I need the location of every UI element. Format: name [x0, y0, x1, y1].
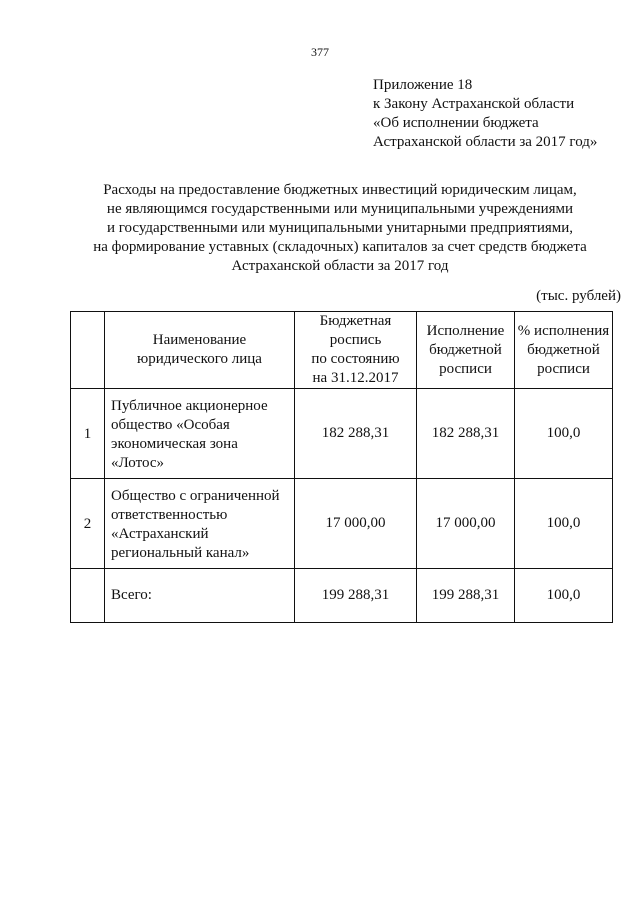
- name-line: Публичное акционерное: [111, 397, 268, 414]
- name-line: региональный канал»: [111, 544, 250, 561]
- total-label: Всего:: [105, 569, 295, 623]
- header-line: Бюджетная: [319, 313, 392, 329]
- header-line: юридического лица: [137, 351, 262, 367]
- header-line: роспись: [329, 332, 382, 348]
- header-line: Наименование: [152, 332, 247, 348]
- appendix-line: Астраханской области за 2017 год»: [373, 134, 598, 150]
- row-plan-value: 17 000,00: [295, 479, 417, 569]
- appendix-line: к Закону Астраханской области: [373, 96, 575, 112]
- units-label: (тыс. рублей): [536, 288, 621, 304]
- table-row: [71, 389, 613, 479]
- name-line: «Астраханский: [111, 525, 209, 542]
- row-execution-value: 17 000,00: [417, 479, 515, 569]
- name-line: ответственностью: [111, 506, 228, 523]
- appendix-line: Приложение 18: [373, 77, 473, 93]
- appendix-line: «Об исполнении бюджета: [373, 115, 539, 131]
- row-number: 1: [71, 389, 105, 479]
- document-title: [70, 181, 610, 276]
- total-plan-value: 199 288,31: [295, 569, 417, 623]
- header-plan: [295, 312, 417, 389]
- table-header-row: [71, 312, 613, 389]
- budget-table: [70, 311, 613, 623]
- header-name: [105, 312, 295, 389]
- header-execution: [417, 312, 515, 389]
- title-line: не являющимся государственными или муниципальными учреждениями: [106, 201, 574, 217]
- title-line: и государственными или муниципальными унитарными предприятиями,: [106, 220, 574, 236]
- row-percent-value: 100,0: [515, 479, 613, 569]
- total-percent-value: 100,0: [515, 569, 613, 623]
- row-percent-value: 100,0: [515, 389, 613, 479]
- name-line: общество «Особая: [111, 416, 230, 433]
- header-percent: [515, 312, 613, 389]
- appendix-note: [373, 76, 635, 152]
- header-line: бюджетной: [527, 341, 600, 358]
- header-line: росписи: [439, 360, 492, 377]
- title-line: Астраханской области за 2017 год: [231, 258, 449, 274]
- total-number-cell: [71, 569, 105, 623]
- title-line: на формирование уставных (складочных) капиталов за счет средств бюджета: [93, 239, 587, 255]
- header-line: росписи: [537, 360, 590, 377]
- row-entity-name: [105, 389, 295, 479]
- header-line: % исполнения: [517, 322, 610, 339]
- name-line: «Лотос»: [111, 454, 164, 471]
- page-number: 377: [311, 45, 329, 59]
- row-execution-value: 182 288,31: [417, 389, 515, 479]
- row-plan-value: 182 288,31: [295, 389, 417, 479]
- name-line: Общество с ограниченной: [111, 487, 280, 504]
- header-number: [71, 312, 105, 389]
- header-line: Исполнение: [426, 322, 505, 339]
- header-line: бюджетной: [429, 341, 502, 358]
- total-execution-value: 199 288,31: [417, 569, 515, 623]
- row-number: 2: [71, 479, 105, 569]
- table-row: [71, 479, 613, 569]
- title-line: Расходы на предоставление бюджетных инвестиций юридическим лицам,: [103, 182, 577, 198]
- table-total-row: [71, 569, 613, 623]
- header-line: на 31.12.2017: [312, 370, 399, 386]
- name-line: экономическая зона: [111, 435, 238, 452]
- row-entity-name: [105, 479, 295, 569]
- header-line: по состоянию: [311, 351, 400, 367]
